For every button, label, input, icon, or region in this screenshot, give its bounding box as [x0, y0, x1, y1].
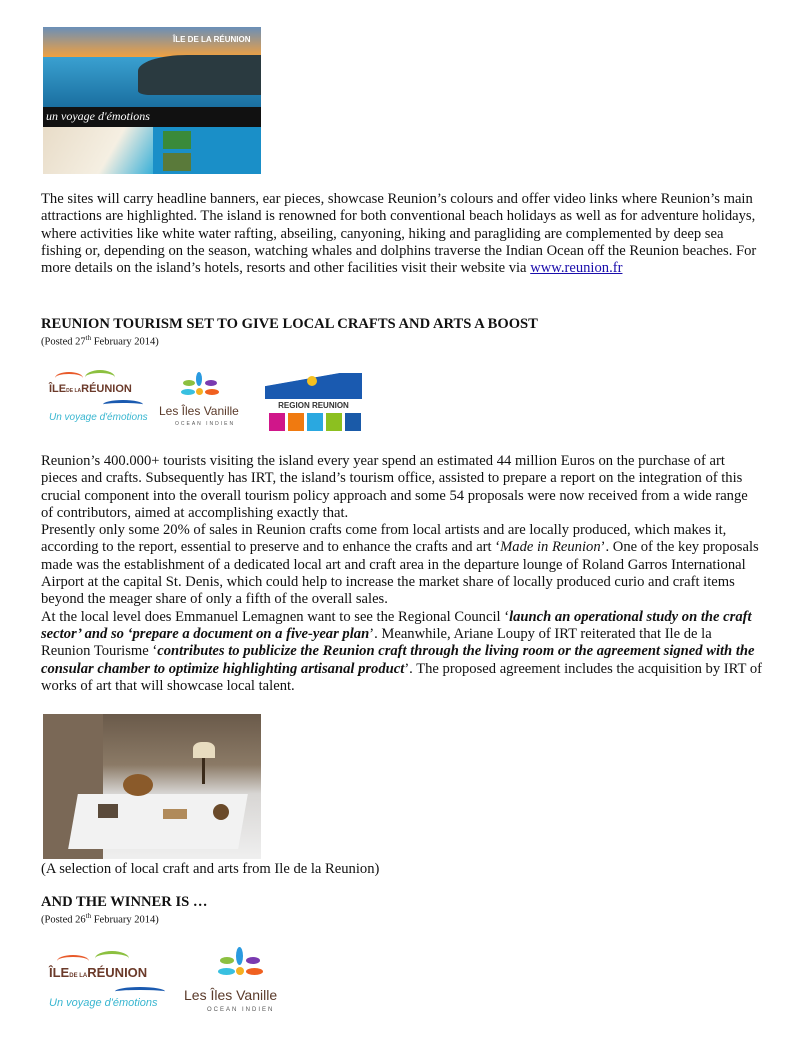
- reunion-website-banner-image: [43, 27, 261, 174]
- reunion-website-link[interactable]: www.reunion.fr: [530, 260, 623, 277]
- paragraph-1: Reunion’s 400.000+ tourists visiting the island every year spend an estimated 44 million Euros on the purchase of art pieces and crafts. Subsequently has IRT, the island’s tourism office, assisted to prepare a report on the integration of this crucial component into the overall tourism policy approach and some 54 proposals were now received from a wide range of contributors, aimed at accomplishing exactly that.: [41, 453, 748, 521]
- intro-text: The sites will carry headline banners, ear pieces, showcase Reunion’s colours and offer video links where Reunion’s main attractions are highlighted. The island is renowned for both conventional beach holidays as well as for adventure holidays, where activities like white water rafting, abseiling, canyoning, hiking and paragliding are complemented by deep sea fishing or, depending on the season, watching whales and dolphins traverse the Indian Ocean off the Reunion beaches. For more details on the island’s hotels, resorts and other facilities visit their website via: [41, 191, 757, 277]
- article-body: [41, 453, 763, 695]
- posted-date: (Posted 26th February 2014): [41, 912, 159, 926]
- les-iles-vanille-logo: Les Îles Vanille OCEAN INDIEN: [153, 372, 261, 432]
- photo-caption: (A selection of local craft and arts from Ile de la Reunion): [41, 861, 380, 877]
- region-reunion-logo: REGION REUNION: [265, 363, 362, 433]
- banner-logo: ÎLE DE LA RÉUNION: [173, 35, 251, 44]
- ile-de-la-reunion-logo: ÎLEDE LARÉUNION Un voyage d'émotions: [45, 951, 173, 1019]
- paragraph-3: At the local level does Emmanuel Lemagnen want to see the Regional Council ‘launch an operational study on the craft sector’ and so ‘prepare a document on a five-year plan’. Meanwhile, Ariane Loupy of IRT reiterated that Ile de la Reunion Tourisme ‘contributes to publicize the Reunion craft through the living room or the agreement signed with the consular chamber to optimize highlighting artisanal product’. The proposed agreement includes the acquisition by IRT of works of art that will showcase local talent.: [41, 608, 762, 694]
- paragraph-2: Presently only some 20% of sales in Reunion crafts come from local artists and are locally produced, which makes it, according to the report, essential to preserve and to enhance the crafts and art ‘Made in Reunion’. One of the key proposals made was the establishment of a dedicated local art and craft area in the departure lounge of Roland Garros International Airport at the capital St. Denis, which could help to increase the market share of locally produced curio and craft items beyond the meager share of only a fifth of the overall sales.: [41, 522, 759, 608]
- article-title: REUNION TOURISM SET TO GIVE LOCAL CRAFTS AND ARTS A BOOST: [41, 316, 538, 332]
- banner-slogan: un voyage d'émotions: [46, 109, 150, 123]
- article-title: AND THE WINNER IS …: [41, 894, 208, 910]
- posted-date: (Posted 27th February 2014): [41, 334, 159, 348]
- ile-de-la-reunion-logo: ÎLEDE LARÉUNION Un voyage d'émotions: [45, 370, 150, 432]
- local-crafts-photo: [43, 714, 261, 859]
- intro-paragraph: [41, 191, 763, 277]
- les-iles-vanille-logo: Les Îles Vanille OCEAN INDIEN: [180, 947, 310, 1019]
